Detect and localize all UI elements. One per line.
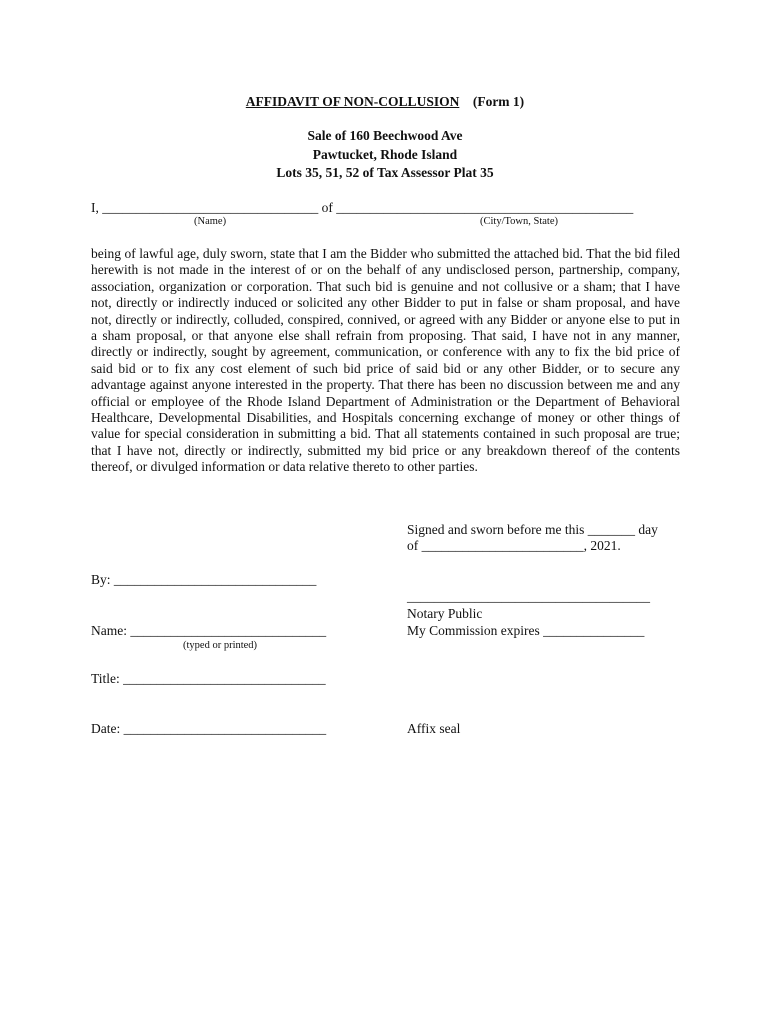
signed-sworn-line: Signed and sworn before me this _______ day [407, 522, 658, 537]
notary-public-label: Notary Public [407, 606, 483, 621]
title-text: AFFIDAVIT OF NON-COLLUSION [245, 94, 460, 109]
sale-line: Sale of 160 Beechwood Ave [307, 128, 463, 143]
date-line: Date: ______________________________ [91, 721, 327, 736]
title-line: Title: ______________________________ [91, 671, 326, 686]
commission-line: My Commission expires _______________ [407, 623, 645, 638]
affix-seal-label: Affix seal [407, 721, 461, 736]
document-title [0, 94, 770, 110]
lots-line: Lots 35, 51, 52 of Tax Assessor Plat 35 [276, 165, 494, 180]
city-line: Pawtucket, Rhode Island [312, 147, 458, 162]
signed-date-line: of ________________________, 2021. [407, 538, 621, 553]
name-line: Name: _____________________________ [91, 623, 327, 638]
city-caption: (City/Town, State) [480, 216, 559, 227]
by-line: By: ______________________________ [91, 572, 317, 587]
form-label: (Form 1) [472, 94, 525, 109]
declarant-line: I, ________________________________ of ____________________________________________ [91, 200, 634, 215]
name-caption: (Name) [194, 216, 227, 227]
typed-caption: (typed or printed) [183, 640, 258, 651]
notary-signature-line: ____________________________________ [407, 589, 650, 604]
affidavit-body: being of lawful age, duly sworn, state that I am the Bidder who submitted the attached bid. That the bid filed herewith is not made in the interest of or on the behalf of any undisclosed person, partnership, company, association, organization or corporation. That such bid is genuine and not collusive or a sham; that I have not, directly or indirectly induced or solicited any other Bidder to put in false or sham proposal, and have not, directly or indirectly, colluded, conspired, connived, or agreed with any Bidder or anyone else to put in a sham proposal, or that anyone else shall refrain from proposing. That said, I have not in any manner, directly or indirectly, sought by agreement, communication, or conference with any to fix the bid price of said bid or to fix any cost element of such bid price of said bid or any other Bidder, or to secure any advantage against anyone interested in the property. That there has been no discussion between me and any official or employee of the Rhode Island Department of Administration or the Department of Behavioral Healthcare, Developmental Disabilities, and Hospitals concerning exchange of money or other things of value for special consideration in submitting a bid. That all statements contained in such proposal are true; that I have not, directly or indirectly, submitted my bid price or any breakdown thereof of the contents thereof, or divulged information or data relative thereto to other parties. [91, 246, 680, 475]
